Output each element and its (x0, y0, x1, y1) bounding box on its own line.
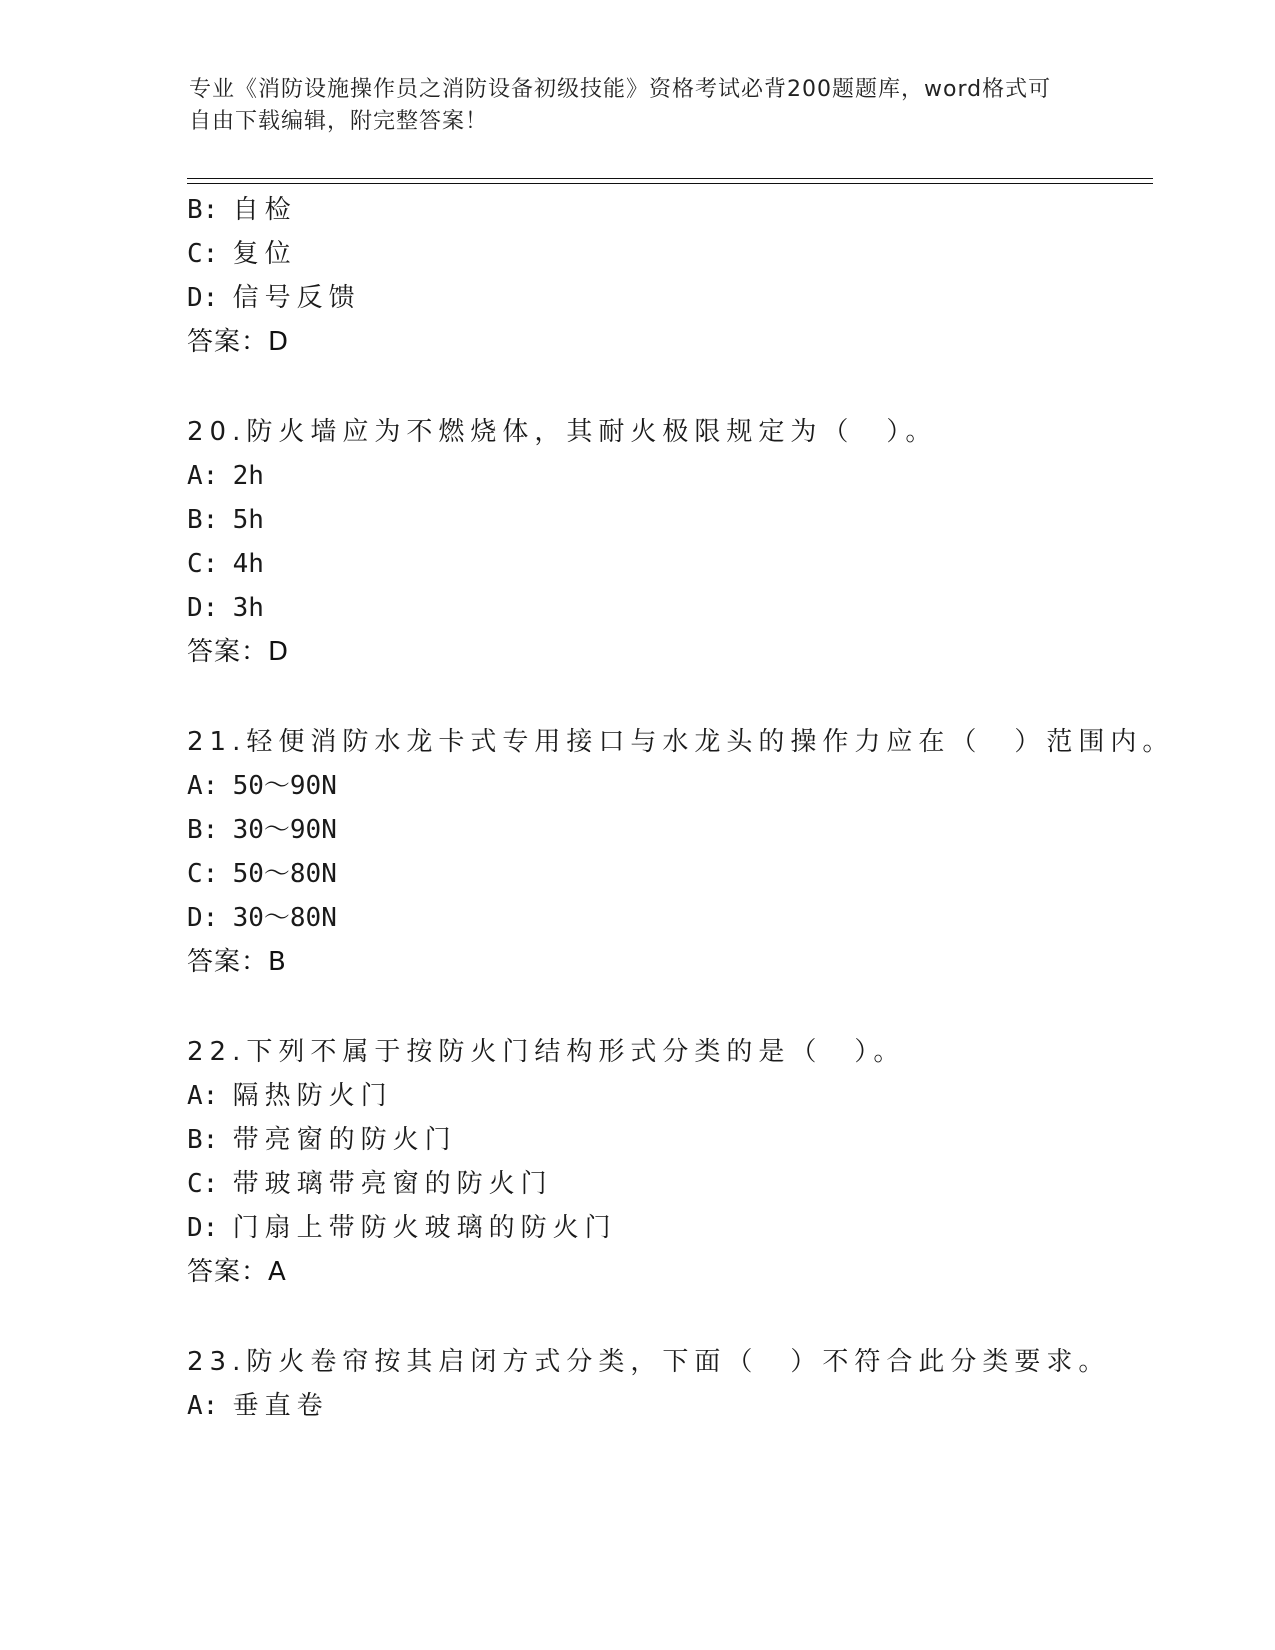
option-label: D: (187, 593, 219, 623)
answer-value: D (268, 327, 290, 357)
option-label: D: (187, 1213, 219, 1243)
option-d (187, 590, 264, 626)
option-b (187, 812, 337, 848)
question-stem: 23.防火卷帘按其启闭方式分类，下面（ ）不符合此分类要求。 (187, 1347, 1111, 1377)
option-label: A: (187, 1391, 219, 1421)
option-label: A: (187, 771, 219, 801)
option-d (187, 900, 337, 936)
option-c (187, 236, 297, 272)
question-stem: 21.轻便消防水龙卡式专用接口与水龙头的操作力应在（ ）范围内。 (187, 727, 1175, 757)
option-label: C: (187, 1169, 219, 1199)
option-label: B: (187, 1125, 219, 1155)
option-text: 隔热防火门 (232, 1081, 393, 1111)
option-b (187, 192, 297, 228)
answer-label: 答案： (187, 637, 269, 667)
answer-value: A (268, 1257, 287, 1287)
document-header: 专业《消防设施操作员之消防设备初级技能》资格考试必背200题题库，word格式可自由下载编辑，附完整答案！ (189, 77, 1052, 134)
answer-line (187, 1254, 287, 1290)
option-a (187, 458, 264, 494)
answer-line (187, 944, 287, 980)
answer-line (187, 634, 289, 670)
option-label: C: (187, 239, 219, 269)
option-label: B: (187, 195, 219, 225)
option-label: C: (187, 549, 219, 579)
option-d (187, 1210, 617, 1246)
option-c (187, 1166, 553, 1202)
answer-label: 答案： (187, 1257, 269, 1287)
option-label: B: (187, 815, 219, 845)
option-text: 3h (232, 593, 264, 623)
option-text: 垂直卷 (232, 1391, 329, 1421)
option-label: D: (187, 903, 219, 933)
option-text: 50～90N (232, 771, 337, 801)
option-text: 4h (232, 549, 264, 579)
option-text: 30～90N (232, 815, 337, 845)
option-label: A: (187, 1081, 219, 1111)
header-divider (187, 178, 1153, 179)
option-c (187, 856, 337, 892)
option-a (187, 1078, 393, 1114)
option-a (187, 768, 337, 804)
question-stem: 20.防火墙应为不燃烧体，其耐火极限规定为（ ）。 (187, 417, 938, 447)
header-divider-double (187, 183, 1153, 184)
option-label: A: (187, 461, 219, 491)
option-d (187, 280, 361, 316)
option-c (187, 546, 264, 582)
answer-label: 答案： (187, 947, 269, 977)
option-label: C: (187, 859, 219, 889)
answer-value: B (268, 947, 287, 977)
option-text: 自检 (232, 195, 297, 225)
option-text: 复位 (232, 239, 297, 269)
option-label: D: (187, 283, 219, 313)
option-text: 信号反馈 (232, 283, 361, 313)
option-text: 门扇上带防火玻璃的防火门 (232, 1213, 617, 1243)
question-stem: 22.下列不属于按防火门结构形式分类的是（ ）。 (187, 1037, 906, 1067)
option-text: 带亮窗的防火门 (232, 1125, 457, 1155)
option-b (187, 1122, 457, 1158)
option-b (187, 502, 264, 538)
answer-line (187, 324, 289, 360)
option-text: 5h (232, 505, 264, 535)
option-text: 50～80N (232, 859, 337, 889)
answer-label: 答案： (187, 327, 269, 357)
answer-value: D (268, 637, 290, 667)
option-text: 30～80N (232, 903, 337, 933)
option-label: B: (187, 505, 219, 535)
option-text: 带玻璃带亮窗的防火门 (232, 1169, 553, 1199)
option-text: 2h (232, 461, 264, 491)
option-a (187, 1388, 329, 1424)
